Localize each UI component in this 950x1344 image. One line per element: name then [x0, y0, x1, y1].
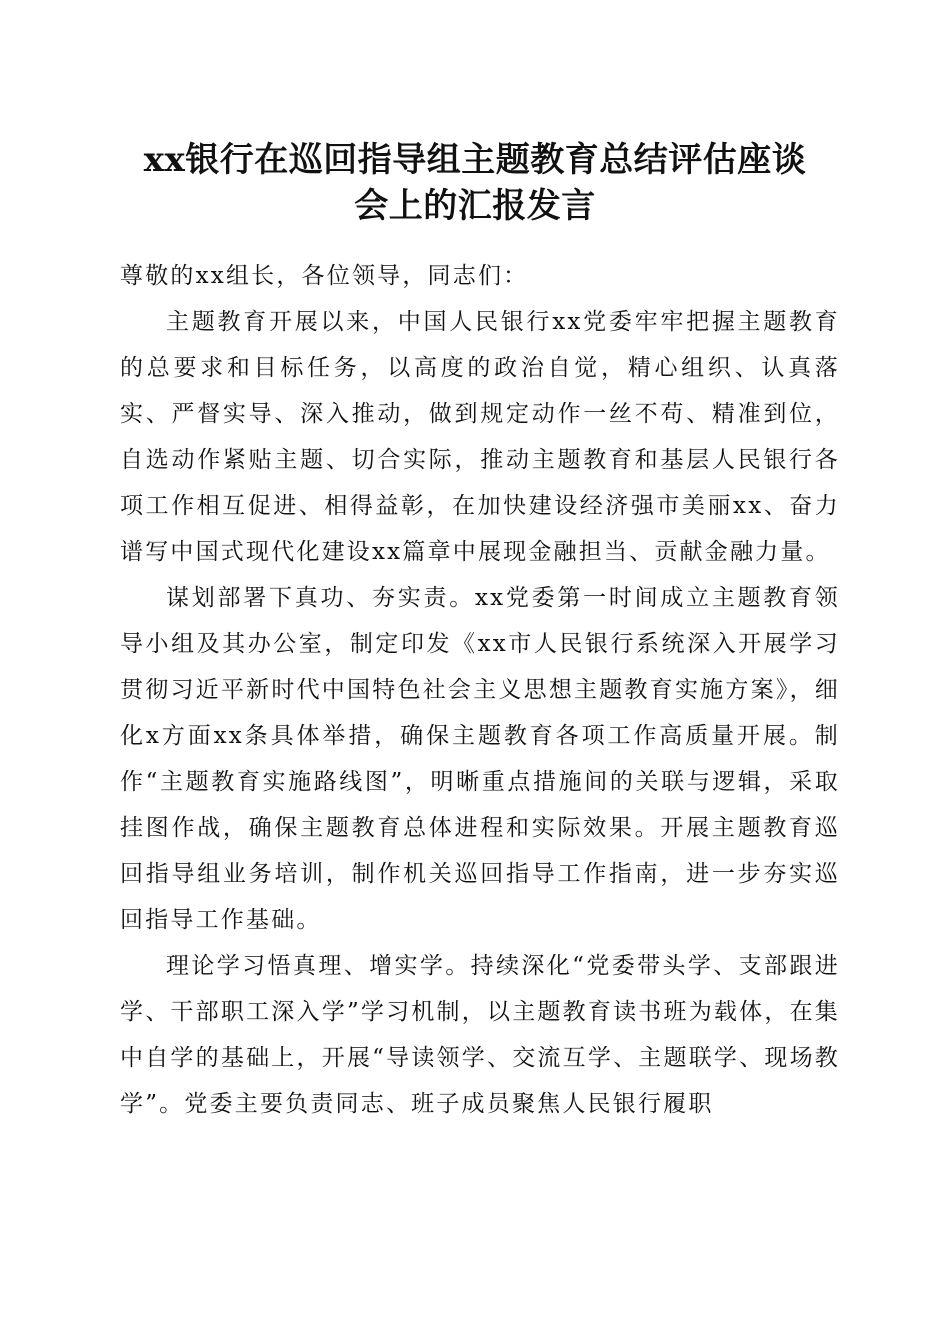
- salutation: 尊敬的xx组长，各位领导，同志们：: [120, 263, 529, 289]
- paragraph-planning: 谋划部署下真功、夯实责。xx党委第一时间成立主题教育领导小组及其办公室，制定印发《xx市人民银行系统深入开展学习贯彻习近平新时代中国特色社会主义思想主题教育实施方案》，细化x方面xx条具体举措，确保主题教育各项工作高质量开展。制作“主题教育实施路线图”，明晰重点措施间的关联与逻辑，采取挂图作战，确保主题教育总体进程和实际效果。开展主题教育巡回指导组业务培训，制作机关巡回指导工作指南，进一步夯实巡回指导工作基础。: [120, 585, 840, 933]
- paragraph-theory-study: 理论学习悟真理、增实学。持续深化“党委带头学、支部跟进学、干部职工深入学”学习机制，以主题教育读书班为载体，在集中自学的基础上，开展“导读领学、交流互学、主题联学、现场教学”。党委主要负责同志、班子成员聚焦人民银行履职: [120, 953, 840, 1117]
- document-title-line-1: xx银行在巡回指导组主题教育总结评估座谈: [143, 140, 807, 180]
- document-title-line-2: 会上的汇报发言: [354, 186, 596, 226]
- document-body: [120, 253, 840, 1127]
- paragraph-intro: 主题教育开展以来，中国人民银行xx党委牢牢把握主题教育的总要求和目标任务，以高度的政治自觉，精心组织、认真落实、严督实导、深入推动，做到规定动作一丝不苟、精准到位，自选动作紧贴主题、切合实际，推动主题教育和基层人民银行各项工作相互促进、相得益彰，在加快建设经济强市美丽xx、奋力谱写中国式现代化建设xx篇章中展现金融担当、贡献金融力量。: [120, 309, 840, 565]
